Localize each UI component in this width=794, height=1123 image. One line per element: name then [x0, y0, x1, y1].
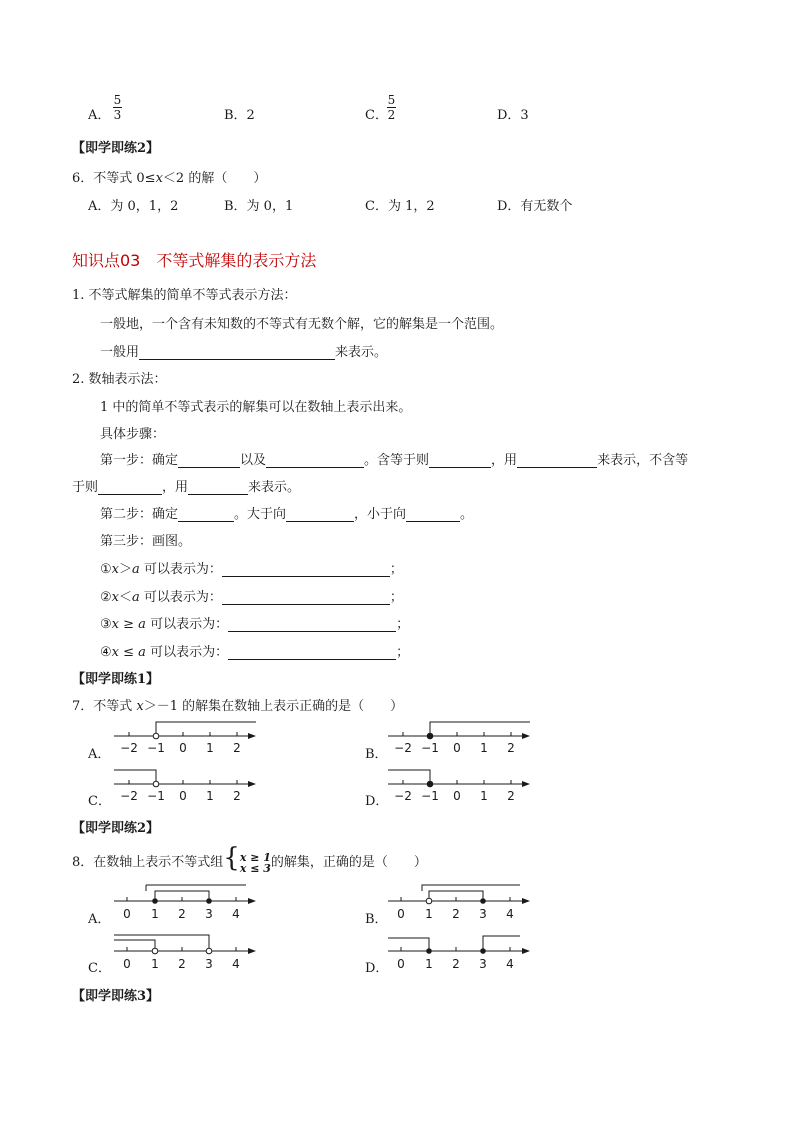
solution-ray: [388, 938, 429, 951]
step1-text: 。含等于则: [364, 453, 430, 468]
q5-option-a-label: A．: [88, 108, 111, 123]
open-dot: [152, 948, 158, 954]
q8-label-d: D．: [365, 961, 389, 976]
tick-label: −1: [421, 741, 439, 755]
case-operator: ＜: [119, 590, 133, 605]
tick-label: −2: [120, 741, 138, 755]
tick-label: 1: [206, 741, 214, 755]
case-var: a: [138, 617, 146, 632]
q5-option-a: [88, 104, 110, 123]
solution-ray: [114, 935, 209, 948]
q7-label-c: C．: [88, 794, 111, 809]
tick-label: 2: [233, 789, 241, 803]
tick-label: 2: [507, 741, 515, 755]
fill-blank[interactable]: [98, 481, 162, 495]
case-var: a: [138, 645, 146, 660]
tick-label: 3: [205, 957, 213, 971]
q7-label-d: D．: [365, 794, 389, 809]
system-line: x ≤ 3: [239, 861, 271, 875]
case-text: 可以表示为：: [145, 617, 229, 632]
step1-text: ，用: [162, 480, 189, 495]
tick-label: 2: [507, 789, 515, 803]
tick-label: 3: [479, 907, 487, 921]
step1-text: 于则: [72, 480, 99, 495]
fraction-numerator: 5: [387, 93, 396, 107]
tick-label: 4: [506, 957, 514, 971]
tick-label: 1: [425, 907, 433, 921]
item1-line2-post: 来表示。: [335, 345, 388, 360]
q7-label-a: A．: [88, 747, 111, 762]
case-end: ；: [396, 617, 410, 632]
fill-blank[interactable]: [139, 346, 335, 360]
case-end: ；: [389, 590, 403, 605]
case-line-2: [100, 586, 403, 605]
step3-line: 第三步：画图。: [100, 534, 192, 549]
q6-option-b: B．为 0，1: [224, 199, 294, 214]
fill-blank[interactable]: [188, 481, 248, 495]
item1-title: 1. 不等式解集的简单不等式表示方法：: [72, 288, 297, 303]
open-dot: [426, 898, 432, 904]
step1-text: 来表示。: [248, 480, 301, 495]
solution-ray: [156, 722, 256, 732]
tick-label: 0: [179, 741, 187, 755]
fill-blank[interactable]: [178, 508, 234, 522]
q8-number-line-a: [110, 876, 260, 924]
practice-label: 【即学即练2】: [72, 821, 160, 836]
tick-label: 2: [178, 907, 186, 921]
case-number: ④: [100, 645, 112, 660]
q6-option-d: D．有无数个: [497, 199, 573, 214]
overlap-bracket: [422, 885, 520, 891]
q8-stem-pre: 8．在数轴上表示不等式组: [72, 855, 224, 870]
case-text: 可以表示为：: [145, 645, 229, 660]
fill-blank[interactable]: [429, 454, 491, 468]
solid-dot: [206, 898, 212, 904]
solution-ray: [114, 940, 155, 948]
system-line: x ≥ 1: [239, 850, 271, 864]
q5-option-a-fraction: [113, 94, 122, 121]
tick-label: 0: [123, 907, 131, 921]
q7-stem-var: x: [136, 699, 144, 714]
fill-blank[interactable]: [228, 646, 396, 660]
case-number: ③: [100, 617, 112, 632]
section-heading: 知识点03 不等式解集的表示方法: [72, 251, 317, 270]
step1-line: [100, 449, 688, 468]
tick-label: 0: [179, 789, 187, 803]
q7-stem-pre: 7．不等式: [72, 699, 137, 714]
fill-blank[interactable]: [222, 591, 390, 605]
tick-label: 1: [480, 789, 488, 803]
arrow-head: [522, 898, 530, 904]
case-text: 可以表示为：: [139, 562, 222, 577]
solid-dot: [427, 733, 433, 739]
case-var: x: [111, 590, 119, 605]
q6-stem-pre: 6．不等式 0≤: [72, 171, 156, 186]
tick-label: 0: [123, 957, 131, 971]
q8-stem: [72, 845, 427, 874]
step2-text: 。: [460, 507, 474, 522]
step2-text: ，小于向: [354, 507, 407, 522]
fill-blank[interactable]: [517, 454, 597, 468]
q8-number-line-d: [384, 926, 534, 974]
tick-label: 3: [205, 907, 213, 921]
practice-label: 【即学即练2】: [72, 141, 160, 156]
solution-ray: [430, 722, 530, 736]
case-line-4: [100, 641, 409, 660]
q7-label-b: B．: [365, 747, 388, 762]
fraction-denominator: 2: [387, 108, 396, 122]
arrow-head: [522, 948, 530, 954]
tick-label: −1: [147, 789, 165, 803]
case-var: x: [111, 617, 119, 632]
open-dot: [153, 733, 159, 739]
step1-text: ，用: [491, 453, 518, 468]
case-operator: ≤: [119, 645, 139, 660]
tick-label: −2: [394, 741, 412, 755]
q6-stem-post: ＜2 的解（ ）: [162, 171, 267, 186]
q8-label-a: A．: [88, 912, 111, 927]
q5-option-d: D．3: [497, 108, 529, 123]
fill-blank[interactable]: [286, 508, 354, 522]
arrow-head: [522, 781, 530, 787]
q6-stem-var: x: [155, 171, 163, 186]
case-number: ①: [100, 562, 112, 577]
tick-label: 1: [151, 907, 159, 921]
tick-label: 1: [425, 957, 433, 971]
q7-number-line-c: [110, 760, 260, 806]
fill-blank[interactable]: [178, 454, 240, 468]
fill-blank[interactable]: [222, 563, 390, 577]
arrow-head: [248, 948, 256, 954]
item1-line1: 一般地，一个含有未知数的不等式有无数个解，它的解集是一个范围。: [100, 317, 504, 332]
practice-label: 【即学即练1】: [72, 672, 160, 687]
solution-ray: [114, 770, 156, 780]
arrow-head: [248, 898, 256, 904]
item2-line2: 具体步骤：: [100, 427, 166, 442]
tick-label: −2: [394, 789, 412, 803]
tick-label: 3: [479, 957, 487, 971]
q5-option-c-fraction: [387, 94, 396, 121]
tick-label: 0: [453, 789, 461, 803]
solid-dot: [152, 898, 158, 904]
step1-line-cont: [72, 476, 300, 495]
inequality-system: [240, 852, 271, 874]
fill-blank[interactable]: [228, 618, 396, 632]
tick-label: −1: [147, 741, 165, 755]
case-operator: ≥: [119, 617, 139, 632]
case-end: ；: [389, 562, 403, 577]
solution-ray: [483, 936, 520, 951]
tick-label: 0: [397, 907, 405, 921]
case-text: 可以表示为：: [139, 590, 222, 605]
case-line-1: [100, 558, 403, 577]
q7-number-line-d: [384, 760, 534, 806]
item2-title: 2. 数轴表示法：: [72, 372, 167, 387]
tick-label: 2: [452, 907, 460, 921]
fraction-numerator: 5: [113, 93, 122, 107]
case-var: x: [111, 645, 119, 660]
step1-text: 来表示，不含等: [597, 453, 689, 468]
tick-label: 4: [232, 907, 240, 921]
q8-stem-post: 的解集，正确的是（ ）: [270, 855, 427, 870]
solid-dot: [480, 948, 486, 954]
open-dot: [153, 781, 159, 787]
tick-label: 4: [232, 957, 240, 971]
q8-label-c: C．: [88, 961, 111, 976]
q8-number-line-b: [384, 876, 534, 924]
q6-stem: [72, 167, 266, 186]
practice-label: 【即学即练3】: [72, 989, 160, 1004]
q7-number-line-b: [384, 712, 534, 758]
q6-option-c: C．为 1，2: [365, 199, 435, 214]
tick-label: 1: [151, 957, 159, 971]
tick-label: 2: [233, 741, 241, 755]
fill-blank[interactable]: [406, 508, 460, 522]
case-var: x: [111, 562, 119, 577]
step2-text: 第二步：确定: [100, 507, 179, 522]
tick-label: 4: [506, 907, 514, 921]
tick-label: 0: [397, 957, 405, 971]
item1-line2-pre: 一般用: [100, 345, 140, 360]
q5-option-c-label: C．: [365, 108, 388, 123]
solid-dot: [480, 898, 486, 904]
q7-number-line-a: [110, 712, 260, 758]
case-var: a: [132, 590, 140, 605]
case-number: ②: [100, 590, 112, 605]
tick-label: 0: [453, 741, 461, 755]
q7-stem-post: ＞－1 的解集在数轴上表示正确的是（ ）: [143, 699, 404, 714]
q5-option-c: [365, 104, 388, 123]
tick-label: 2: [178, 957, 186, 971]
open-dot: [206, 948, 212, 954]
item1-line2: [100, 341, 387, 360]
tick-label: 1: [206, 789, 214, 803]
fill-blank[interactable]: [266, 454, 364, 468]
arrow-head: [248, 781, 256, 787]
q6-option-a: A．为 0，1，2: [88, 199, 179, 214]
brace-icon: {: [223, 843, 240, 873]
solution-ray: [388, 770, 430, 784]
q8-number-line-c: [110, 926, 260, 974]
arrow-head: [522, 733, 530, 739]
tick-label: −1: [421, 789, 439, 803]
case-var: a: [132, 562, 140, 577]
case-end: ；: [396, 645, 410, 660]
tick-label: −2: [120, 789, 138, 803]
q5-option-b: B．2: [224, 108, 255, 123]
tick-label: 1: [480, 741, 488, 755]
step2-text: 。大于向: [234, 507, 287, 522]
q8-label-b: B．: [365, 912, 388, 927]
item2-line1: 1 中的简单不等式表示的解集可以在数轴上表示出来。: [100, 400, 412, 415]
case-operator: ＞: [119, 562, 133, 577]
tick-label: 2: [452, 957, 460, 971]
step1-text: 以及: [240, 453, 267, 468]
solid-dot: [426, 948, 432, 954]
fraction-denominator: 3: [113, 108, 122, 122]
solid-dot: [427, 781, 433, 787]
step2-line: [100, 503, 473, 522]
arrow-head: [248, 733, 256, 739]
step1-text: 第一步：确定: [100, 453, 179, 468]
case-line-3: [100, 613, 409, 632]
